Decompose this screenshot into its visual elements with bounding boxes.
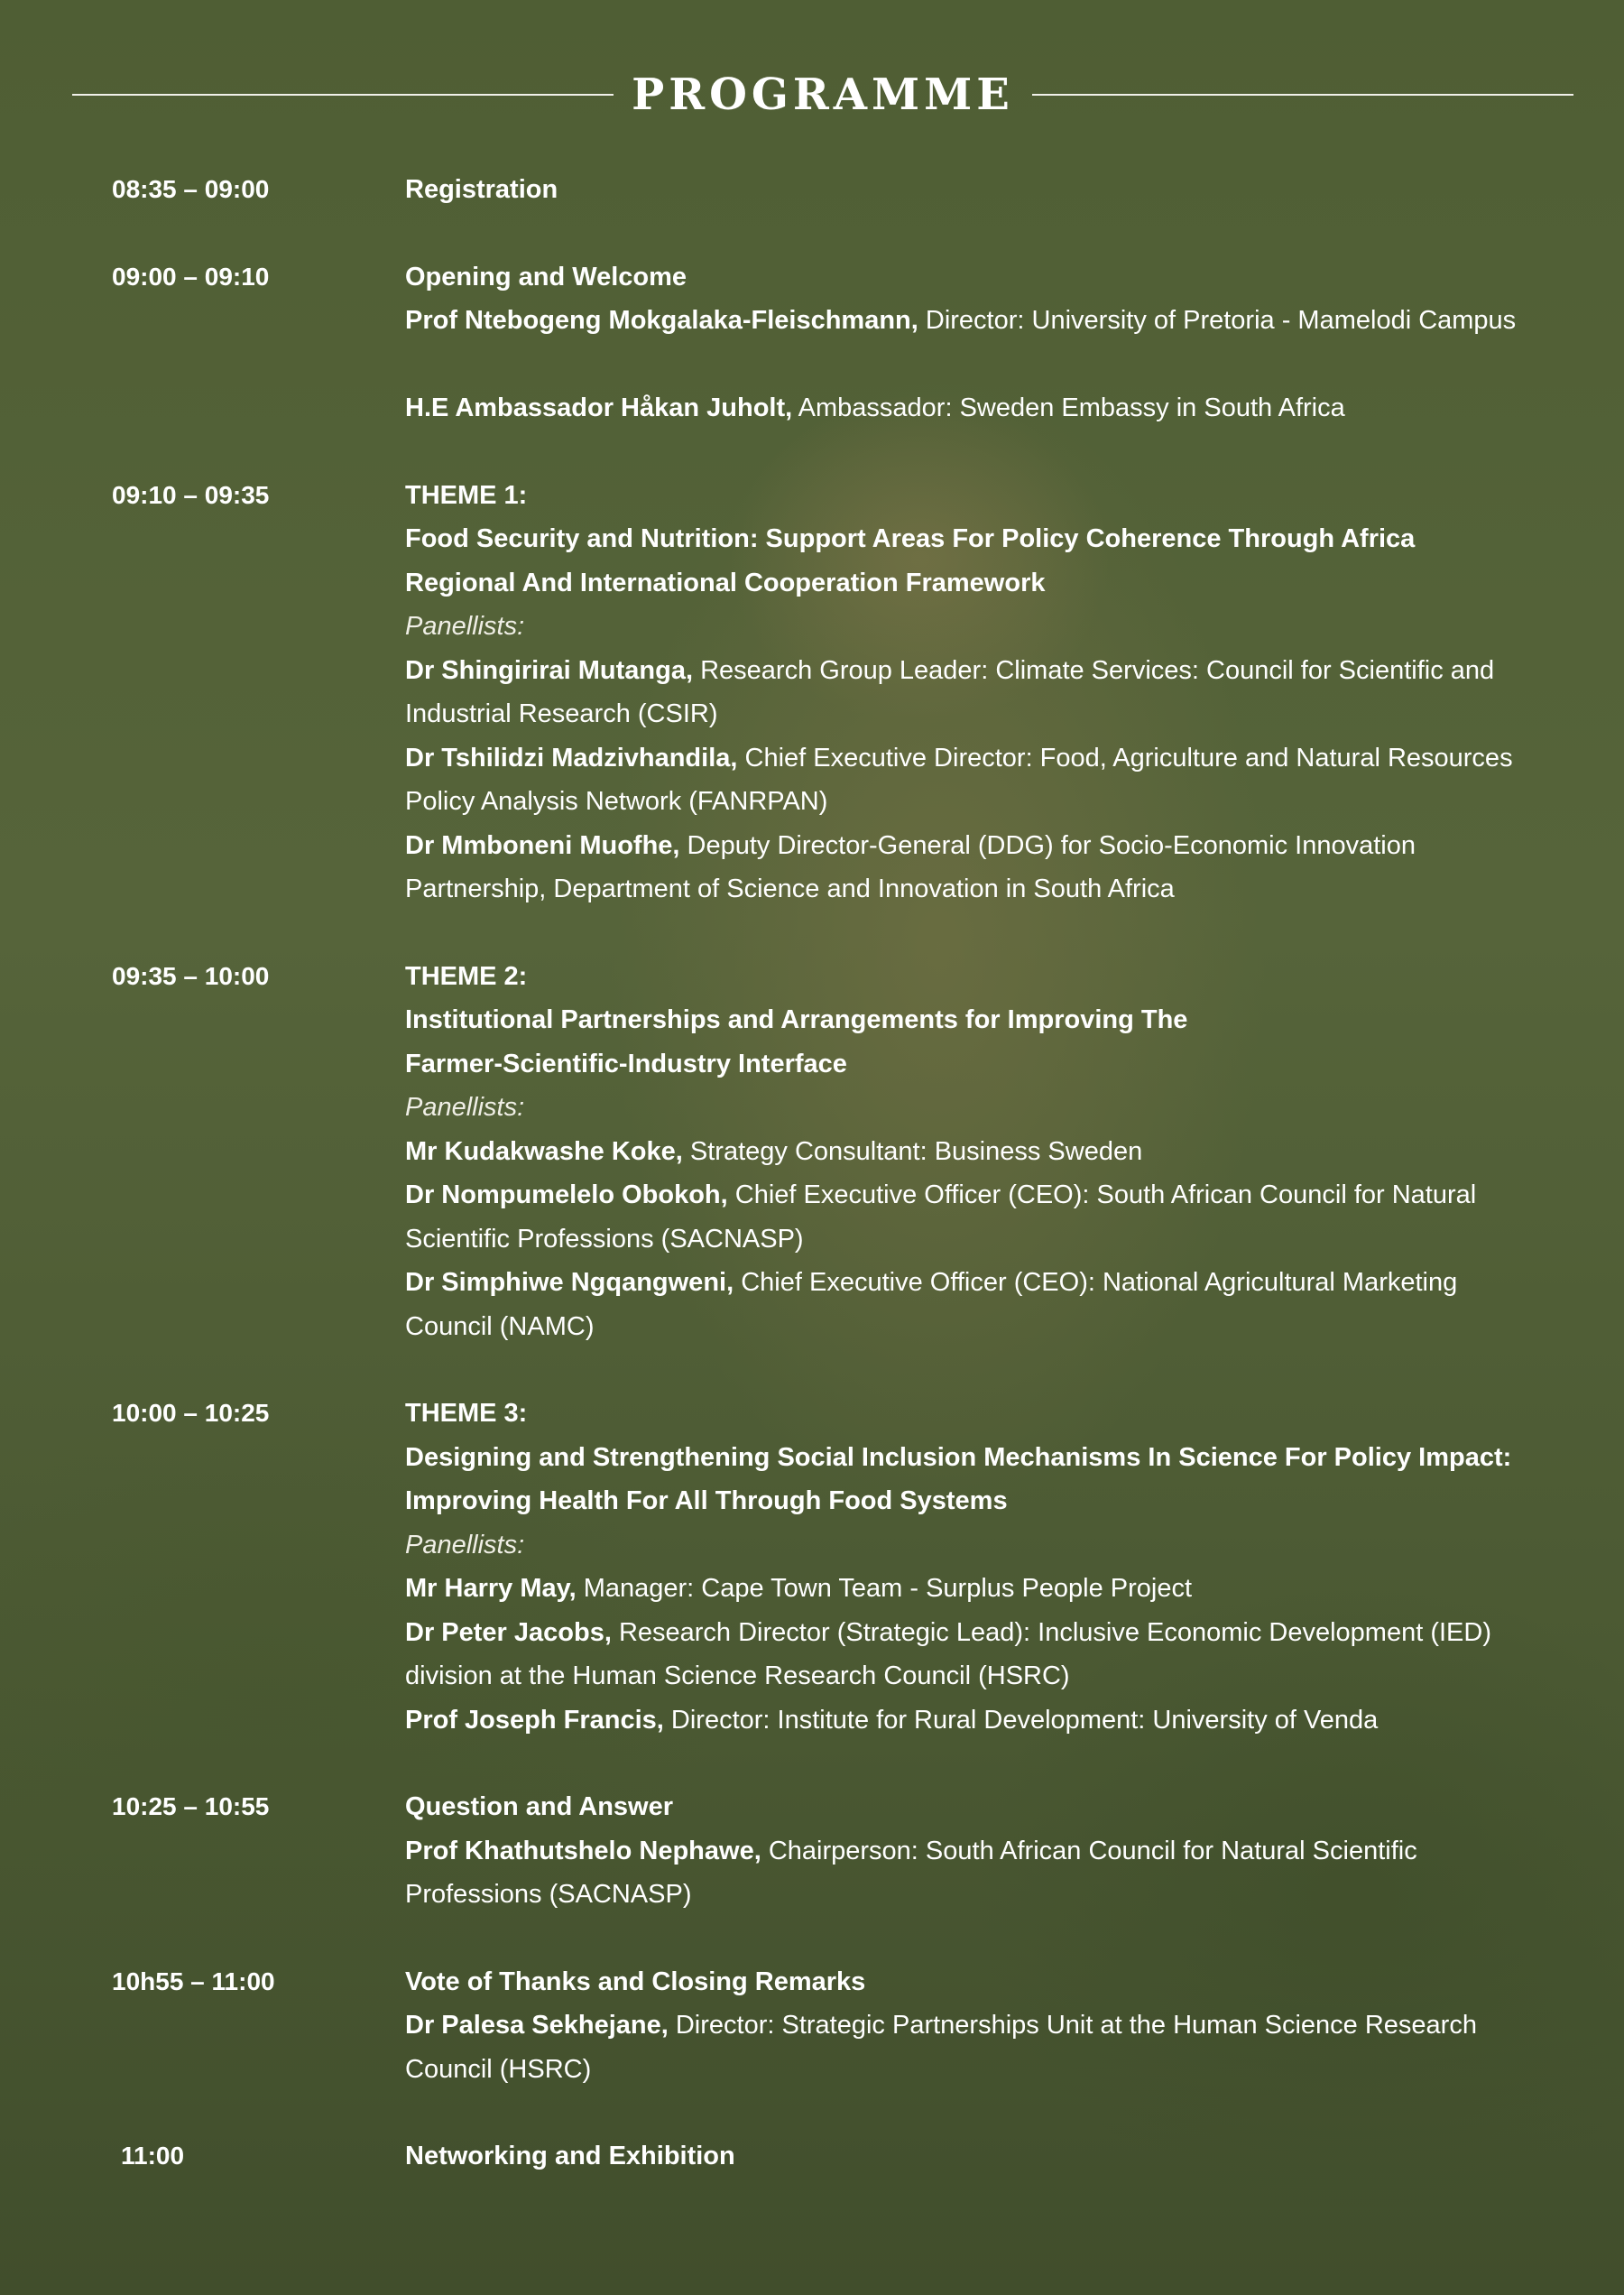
slot-time: 10h55 – 11:00 xyxy=(112,1966,275,1995)
theme-title-line-1: Food Security and Nutrition: Support Areas For Policy Coherence Through Africa xyxy=(405,524,1416,553)
speaker-entry xyxy=(405,824,1542,912)
programme-slot-theme-3 xyxy=(112,1392,1555,1742)
speaker-role: Chief Executive Director: Food, Agriculture and Natural Resources Policy Analysis Network (FANRPAN) xyxy=(405,743,1513,816)
speaker-entry xyxy=(405,386,1542,430)
slot-title: Networking and Exhibition xyxy=(405,2142,735,2170)
panellists-label: Panellists: xyxy=(405,612,525,641)
speaker-name: H.E Ambassador Håkan Juholt, xyxy=(405,393,793,422)
speaker-entry xyxy=(405,1698,1542,1743)
speaker-role: Director: University of Pretoria - Mamelodi Campus xyxy=(918,306,1517,335)
programme-list xyxy=(112,168,1555,2222)
speaker-entry xyxy=(405,649,1542,736)
theme-title-line-2: Regional And International Cooperation Framework xyxy=(405,568,1046,597)
page-title: PROGRAMME xyxy=(632,69,1014,120)
speaker-name: Dr Shingirirai Mutanga, xyxy=(405,655,694,685)
slot-title: Question and Answer xyxy=(405,1792,674,1821)
header-rule-left xyxy=(72,94,614,96)
panellists-label: Panellists: xyxy=(405,1530,525,1559)
slot-time: 10:00 – 10:25 xyxy=(112,1399,270,1427)
programme-slot-opening xyxy=(112,255,1555,430)
slot-title: Vote of Thanks and Closing Remarks xyxy=(405,1966,866,1996)
theme-title-line-1: Institutional Partnerships and Arrangements for Improving The xyxy=(405,1005,1188,1034)
speaker-name: Prof Khathutshelo Nephawe, xyxy=(405,1836,761,1865)
speaker-role: Ambassador: Sweden Embassy in South Africa xyxy=(792,393,1345,422)
programme-slot-question-answer xyxy=(112,1785,1555,1917)
speaker-name: Dr Palesa Sekhejane, xyxy=(405,2011,669,2040)
speaker-name: Dr Mmboneni Muofhe, xyxy=(405,830,680,860)
slot-time: 11:00 xyxy=(121,2142,185,2170)
speaker-role: Strategy Consultant: Business Sweden xyxy=(682,1136,1143,1166)
speaker-name: Mr Harry May, xyxy=(405,1574,577,1603)
speaker-role: Deputy Director-General (DDG) for Socio-Economic Innovation Partnership, Department of Science and Innovation in South Africa xyxy=(405,830,1416,903)
speaker-role: Chief Executive Officer (CEO): National Agricultural Marketing Council (NAMC) xyxy=(405,1268,1458,1341)
theme-title-line-1: Designing and Strengthening Social Inclusion Mechanisms In Science For Policy Impact: xyxy=(405,1442,1512,1472)
speaker-entry xyxy=(405,1261,1542,1348)
programme-slot-theme-2 xyxy=(112,955,1555,1349)
speaker-role: Research Director (Strategic Lead): Inclusive Economic Development (IED) division at the Human Science Research Council (HSRC) xyxy=(405,1617,1491,1690)
speaker-name: Mr Kudakwashe Koke, xyxy=(405,1136,683,1166)
theme-label: THEME 2: xyxy=(405,961,528,991)
theme-title-line-2: Farmer-Scientific-Industry Interface xyxy=(405,1049,847,1078)
speaker-entry xyxy=(405,736,1542,824)
slot-time: 09:10 – 09:35 xyxy=(112,480,270,509)
slot-time: 09:00 – 09:10 xyxy=(112,262,270,291)
speaker-role: Director: Strategic Partnerships Unit at the Human Science Research Council (HSRC) xyxy=(405,2011,1477,2084)
speaker-name: Prof Ntebogeng Mokgalaka-Fleischmann, xyxy=(405,306,918,335)
speaker-entry xyxy=(405,1130,1542,1174)
speaker-role: Chairperson: South African Council for Natural Scientific Professions (SACNASP) xyxy=(405,1836,1417,1909)
speaker-entry xyxy=(405,299,1542,343)
theme-title-line-2: Improving Health For All Through Food Systems xyxy=(405,1486,1008,1515)
speaker-entry xyxy=(405,1173,1542,1261)
speaker-entry xyxy=(405,1567,1542,1611)
slot-time: 10:25 – 10:55 xyxy=(112,1792,270,1820)
speaker-name: Dr Peter Jacobs, xyxy=(405,1617,612,1647)
speaker-name: Dr Simphiwe Ngqangweni, xyxy=(405,1268,734,1297)
theme-label: THEME 1: xyxy=(405,480,528,510)
speaker-name: Dr Nompumelelo Obokoh, xyxy=(405,1180,728,1209)
header-rule-right xyxy=(1032,94,1573,96)
speaker-entry xyxy=(405,1611,1542,1698)
programme-slot-theme-1 xyxy=(112,474,1555,912)
speaker-name: Prof Joseph Francis, xyxy=(405,1705,664,1735)
speaker-role: Director: Institute for Rural Development: University of Venda xyxy=(663,1705,1379,1735)
speaker-entry xyxy=(405,1829,1542,1917)
slot-time: 08:35 – 09:00 xyxy=(112,175,270,203)
speaker-role: Research Group Leader: Climate Services: Council for Scientific and Industrial Research (CSIR) xyxy=(405,655,1495,728)
panellists-label: Panellists: xyxy=(405,1093,525,1122)
programme-slot-registration xyxy=(112,168,1555,212)
programme-header xyxy=(72,61,1573,128)
speaker-role: Chief Executive Officer (CEO): South African Council for Natural Scientific Professions (SACNASP) xyxy=(405,1180,1477,1254)
theme-label: THEME 3: xyxy=(405,1399,528,1428)
slot-title: Registration xyxy=(405,175,558,204)
programme-slot-closing xyxy=(112,1960,1555,2092)
speaker-role: Manager: Cape Town Team - Surplus People Project xyxy=(576,1574,1193,1603)
slot-time: 09:35 – 10:00 xyxy=(112,961,270,990)
programme-slot-networking xyxy=(112,2134,1555,2179)
slot-title: Opening and Welcome xyxy=(405,262,687,292)
speaker-name: Dr Tshilidzi Madzivhandila, xyxy=(405,743,738,773)
speaker-entry xyxy=(405,2003,1542,2091)
